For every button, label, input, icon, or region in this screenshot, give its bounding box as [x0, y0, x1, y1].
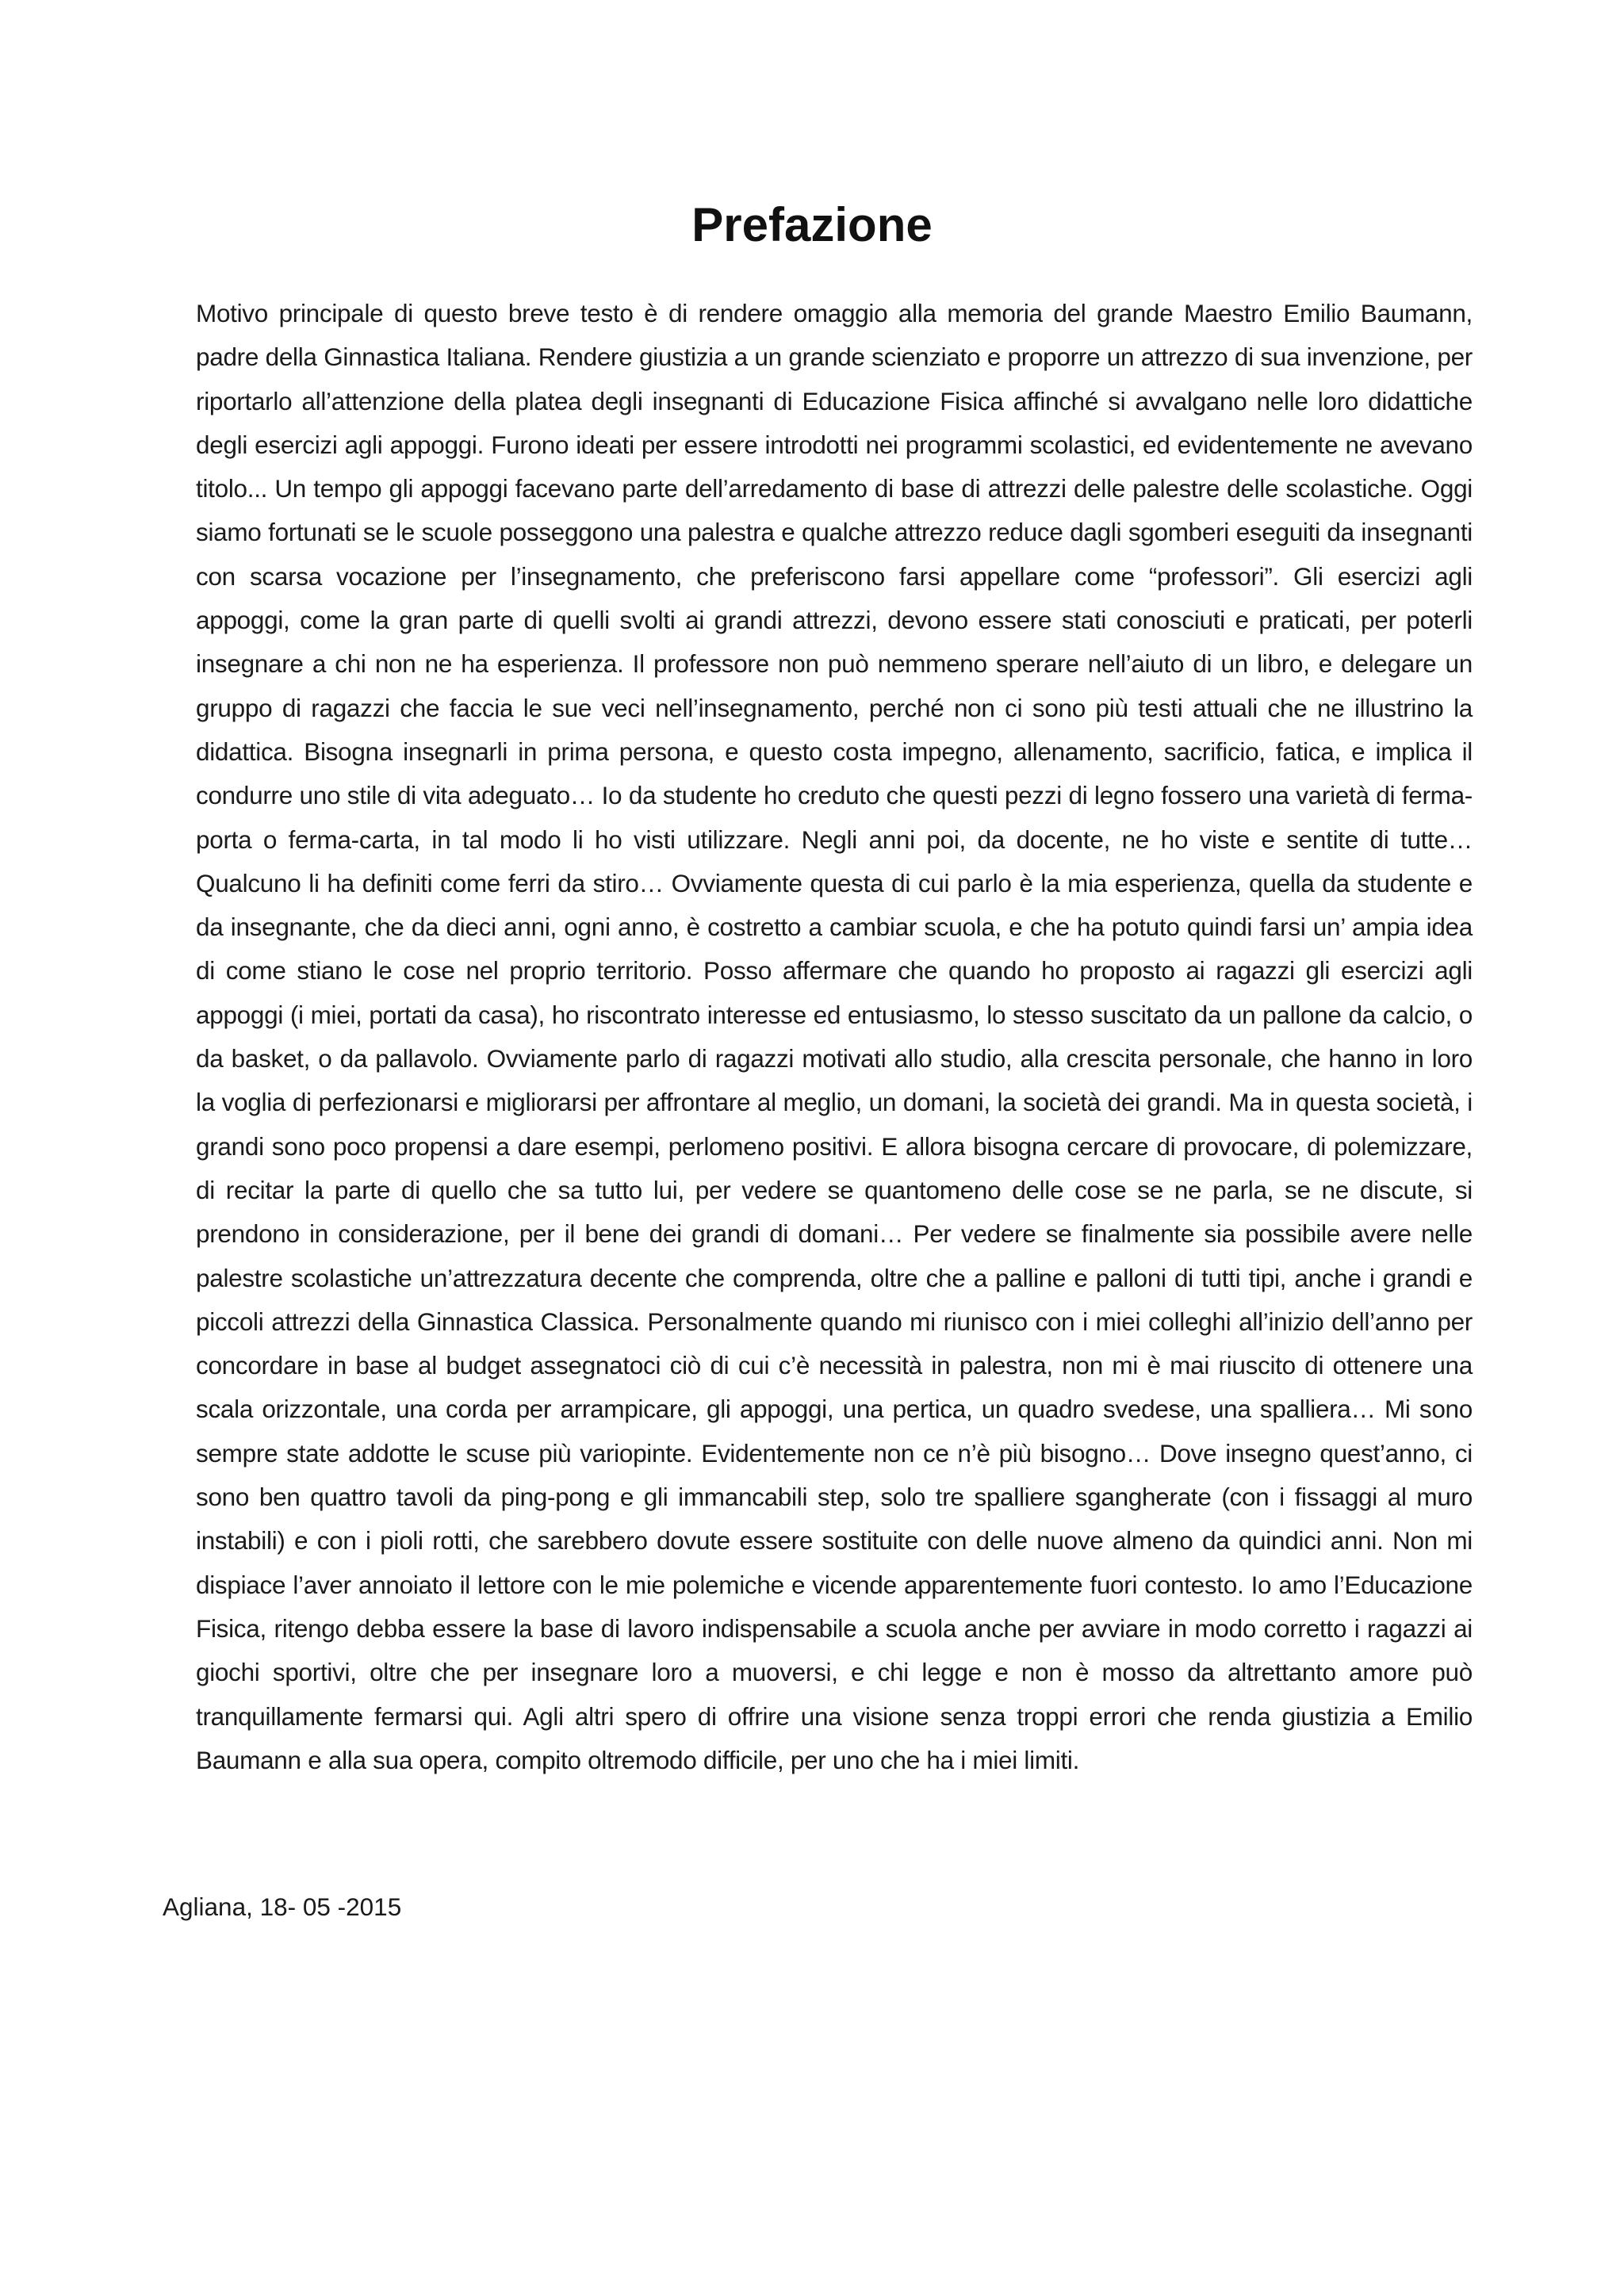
- page-title: Prefazione: [691, 198, 933, 251]
- preface-paragraph: Motivo principale di questo breve testo è di rendere omaggio alla memoria del grande Maestro Emilio Baumann, padre della Ginnastica Italiana. Rendere giustizia a un grande scienziato e proporre un attrezzo di sua invenzione, per riportarlo all’attenzione della platea degli insegnanti di Educazione Fisica affinché si avvalgano nelle loro didattiche degli esercizi agli appoggi. Furono ideati per essere introdotti nei programmi scolastici, ed evidentemente ne avevano titolo... Un tempo gli appoggi facevano parte dell’arredamento di base di attrezzi delle palestre delle scolastiche. Oggi siamo fortunati se le scuole posseggono una palestra e qualche attrezzo reduce dagli sgomberi eseguiti da insegnanti con scarsa vocazione per l’insegnamento, che preferiscono farsi appellare come “professori”. Gli esercizi agli appoggi, come la gran parte di quelli svolti ai grandi attrezzi, devono essere stati conosciuti e praticati, per poterli insegnare a chi non ne ha esperienza. Il professore non può nemmeno sperare nell’aiuto di un libro, e delegare un gruppo di ragazzi che faccia le sue veci nell’insegnamento, perché non ci sono più testi attuali che ne illustrino la didattica. Bisogna insegnarli in prima persona, e questo costa impegno, allenamento, sacrificio, fatica, e implica il condurre uno stile di vita adeguato… Io da studente ho creduto che questi pezzi di legno fossero una varietà di ferma-porta o ferma-carta, in tal modo li ho visti utilizzare. Negli anni poi, da docente, ne ho viste e sentite di tutte… Qualcuno li ha definiti come ferri da stiro… Ovviamente questa di cui parlo è la mia esperienza, quella da studente e da insegnante, che da dieci anni, ogni anno, è costretto a cambiar scuola, e che ha potuto quindi farsi un’ ampia idea di come stiano le cose nel proprio territorio. Posso affermare che quando ho proposto ai ragazzi gli esercizi agli appoggi (i miei, portati da casa), ho riscontrato interesse ed entusiasmo, lo stesso suscitato da un pallone da calcio, o da basket, o da pallavolo. Ovviamente parlo di ragazzi motivati allo studio, alla crescita personale, che hanno in loro la voglia di perfezionarsi e migliorarsi per affrontare al meglio, un domani, la società dei grandi. Ma in questa società, i grandi sono poco propensi a dare esempi, perlomeno positivi. E allora bisogna cercare di provocare, di polemizzare, di recitar la parte di quello che sa tutto lui, per vedere se quantomeno delle cose se ne parla, se ne discute, si prendono in considerazione, per il bene dei grandi di domani… Per vedere se finalmente sia possibile avere nelle palestre scolastiche un’attrezzatura decente che comprenda, oltre che a palline e palloni di tutti tipi, anche i grandi e piccoli attrezzi della Ginnastica Classica. Personalmente quando mi riunisco con i miei colleghi all’inizio dell’anno per concordare in base al budget assegnatoci ciò di cui c’è necessità in palestra, non mi è mai riuscito di ottenere una scala orizzontale, una corda per arrampicare, gli appoggi, una pertica, un quadro svedese, una spalliera… Mi sono sempre state addotte le scuse più variopinte. Evidentemente non ce n’è più bisogno… Dove insegno quest’anno, ci sono ben quattro tavoli da ping-pong e gli immancabili step, solo tre spalliere sgangherate (con i fissaggi al muro instabili) e con i pioli rotti, che sarebbero dovute essere sostituite con delle nuove almeno da quindici anni. Non mi dispiace l’aver annoiato il lettore con le mie polemiche e vicende apparentemente fuori contesto. Io amo l’Educazione Fisica, ritengo debba essere la base di lavoro indispensabile a scuola anche per avviare in modo corretto i ragazzi ai giochi sportivi, oltre che per insegnare loro a muoversi, e chi legge e non è mosso da altrettanto amore può tranquillamente fermarsi qui. Agli altri spero di offrire una visione senza troppi errori che renda giustizia a Emilio Baumann e alla sua opera, compito oltremodo difficile, per uno che ha i miei limiti.: [196, 299, 1473, 1774]
- place-date-signature: Agliana, 18- 05 -2015: [163, 1892, 402, 1921]
